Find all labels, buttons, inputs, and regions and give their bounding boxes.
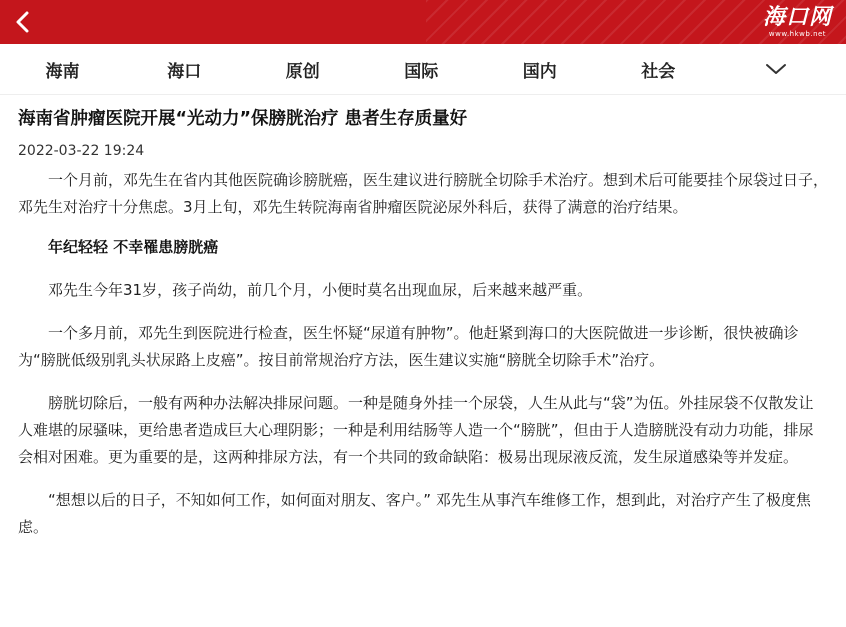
paragraph: 邓先生今年31岁，孩子尚幼，前几个月，小便时莫名出现血尿，后来越来越严重。 [48, 281, 593, 299]
nav-item-international[interactable]: 国际 [404, 61, 439, 82]
back-button[interactable] [8, 6, 40, 38]
chevron-down-icon [764, 59, 788, 79]
chevron-left-icon [8, 6, 40, 38]
paragraph: 膀胱切除后，一般有两种办法解决排尿问题。一种是随身外挂一个尿袋，人生从此与“袋”为伍。外挂尿袋不仅散发让人难堪的尿骚味，更给患者造成巨大心理阴影；一种是利用结肠等人造一个“膀胱”，但由于人造膀胱没有动力功能，排尿会相对困难。更为重要的是，这两种排尿方法，有一个共同的致命缺陷：极易出现尿液反流，发生尿道感染等并发症。 [18, 394, 814, 466]
nav-more-button[interactable] [764, 59, 788, 79]
nav-item-original[interactable]: 原创 [285, 61, 320, 82]
paragraph: 一个月前，邓先生在省内其他医院确诊膀胱癌，医生建议进行膀胱全切除手术治疗。想到术后可能要挂个尿袋过日子，邓先生对治疗十分焦虑。3月上旬，邓先生转院海南省肿瘤医院泌尿外科后，获得了满意的治疗结果。 [18, 171, 829, 216]
logo-url: www.hkwb.net [768, 30, 827, 38]
article-date: 2022-03-22 19:24 [18, 143, 145, 159]
nav-item-domestic[interactable]: 国内 [522, 61, 557, 82]
channel-nav [0, 44, 846, 95]
top-bar [0, 0, 846, 44]
nav-item-hainan[interactable]: 海南 [45, 61, 80, 82]
nav-item-society[interactable]: 社会 [641, 61, 676, 82]
article-title: 海南省肿瘤医院开展“光动力”保膀胱治疗 患者生存质量好 [18, 109, 468, 129]
article-body [0, 105, 846, 541]
paragraph: 一个多月前，邓先生到医院进行检查，医生怀疑“尿道有肿物”。他赶紧到海口的大医院做进一步诊断，很快被确诊为“膀胱低级别乳头状尿路上皮癌”。按目前常规治疗方法，医生建议实施“膀胱全切除手术”治疗。 [18, 324, 799, 369]
article-subheading: 年纪轻轻 不幸罹患膀胱癌 [48, 238, 219, 256]
logo-text: 海口网 [762, 4, 832, 30]
nav-item-haikou[interactable]: 海口 [167, 61, 202, 82]
paragraph: “想想以后的日子，不知如何工作，如何面对朋友、客户。” 邓先生从事汽车维修工作，想到此，对治疗产生了极度焦虑。 [18, 491, 811, 536]
site-logo[interactable] [763, 4, 832, 39]
